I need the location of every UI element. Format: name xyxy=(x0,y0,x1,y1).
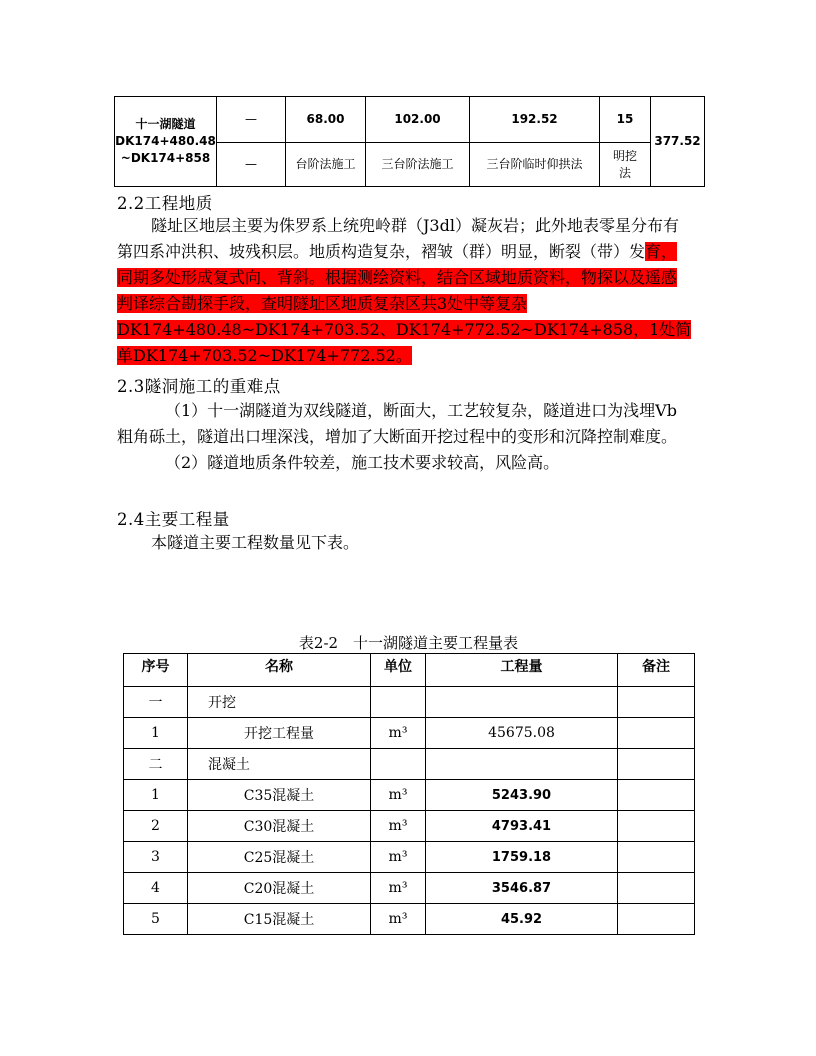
row-name: C15混凝土 xyxy=(188,904,371,935)
row-qty xyxy=(426,749,618,780)
row-note xyxy=(618,904,695,935)
cell: — xyxy=(217,97,286,143)
row-qty: 5243.90 xyxy=(426,780,618,811)
section-heading-2-4: 2.4主要工程量 xyxy=(117,510,230,529)
row-note xyxy=(618,842,695,873)
geology-paragraph xyxy=(117,213,692,369)
row-no: 3 xyxy=(124,842,188,873)
quantity-intro-text: 本隧道主要工程数量见下表。 xyxy=(151,533,360,552)
table-row xyxy=(124,842,695,873)
row-no: 2 xyxy=(124,811,188,842)
tunnel-summary-table xyxy=(114,96,705,187)
row-qty: 45.92 xyxy=(426,904,618,935)
row-no: 1 xyxy=(124,780,188,811)
row-note xyxy=(618,718,695,749)
geology-highlighted-text: 育，同期多处形成复式向、背斜。根据测绘资料，结合区域地质资料，物探以及遥感判译综合勘探手段，查明隧址区地质复杂区共3处中等复杂DK174+480.48~DK174+703.52、DK174+772.52~DK174+858，1处简单DK174+703.52~DK174+772.52。 xyxy=(117,242,692,365)
row-note xyxy=(618,749,695,780)
row-name: C25混凝土 xyxy=(188,842,371,873)
header-no: 序号 xyxy=(124,654,188,687)
row-name: C35混凝土 xyxy=(188,780,371,811)
cell: 台阶法施工 xyxy=(286,143,366,187)
header-note: 备注 xyxy=(618,654,695,687)
row-unit: m³ xyxy=(371,904,426,935)
row-unit xyxy=(371,687,426,718)
row-name: 混凝土 xyxy=(188,749,371,780)
row-unit xyxy=(371,749,426,780)
difficulty-paragraph xyxy=(117,398,692,476)
row-no: 一 xyxy=(124,687,188,718)
table-row xyxy=(124,749,695,780)
tunnel-name-cell: 十一湖隧道 DK174+480.48 ~DK174+858 xyxy=(115,97,217,187)
row-name: C20混凝土 xyxy=(188,873,371,904)
table-row xyxy=(124,873,695,904)
row-name: 开挖工程量 xyxy=(188,718,371,749)
header-name: 名称 xyxy=(188,654,371,687)
row-note xyxy=(618,780,695,811)
row-qty: 1759.18 xyxy=(426,842,618,873)
cell: 三台阶法施工 xyxy=(366,143,470,187)
row-qty: 4793.41 xyxy=(426,811,618,842)
table-row xyxy=(124,718,695,749)
row-unit: m³ xyxy=(371,842,426,873)
cell: 102.00 xyxy=(366,97,470,143)
cell: 192.52 xyxy=(470,97,600,143)
quantity-table xyxy=(123,653,695,935)
cell: 15 xyxy=(600,97,651,143)
row-unit: m³ xyxy=(371,718,426,749)
row-qty: 45675.08 xyxy=(426,718,618,749)
quantity-intro xyxy=(117,530,692,556)
header-qty: 工程量 xyxy=(426,654,618,687)
cell: 明挖法 xyxy=(600,143,651,187)
section-heading-2-2: 2.2工程地质 xyxy=(117,194,213,213)
table-row xyxy=(124,904,695,935)
cell: 68.00 xyxy=(286,97,366,143)
row-no: 二 xyxy=(124,749,188,780)
table-row xyxy=(124,780,695,811)
geology-text: 隧址区地层主要为侏罗系上统兜岭群（J3dl）凝灰岩；此外地表零星分布有第四系冲洪积、坡残积层。地质构造复杂，褶皱（群）明显，断裂（带）发 xyxy=(117,216,679,261)
row-no: 5 xyxy=(124,904,188,935)
row-note xyxy=(618,873,695,904)
row-unit: m³ xyxy=(371,811,426,842)
table-caption: 表2-2 十一湖隧道主要工程量表 xyxy=(298,634,519,652)
row-unit: m³ xyxy=(371,780,426,811)
difficulty-item-2: （2）隧道地质条件较差，施工技术要求较高，风险高。 xyxy=(165,453,560,472)
row-note xyxy=(618,687,695,718)
row-unit: m³ xyxy=(371,873,426,904)
row-no: 1 xyxy=(124,718,188,749)
header-unit: 单位 xyxy=(371,654,426,687)
total-cell: 377.52 xyxy=(651,97,705,187)
table-row xyxy=(124,811,695,842)
row-qty xyxy=(426,687,618,718)
cell: 三台阶临时仰拱法 xyxy=(470,143,600,187)
section-heading-2-3: 2.3隧洞施工的重难点 xyxy=(117,377,281,396)
row-qty: 3546.87 xyxy=(426,873,618,904)
cell: — xyxy=(217,143,286,187)
table-row xyxy=(124,687,695,718)
row-name: 开挖 xyxy=(188,687,371,718)
row-name: C30混凝土 xyxy=(188,811,371,842)
row-no: 4 xyxy=(124,873,188,904)
row-note xyxy=(618,811,695,842)
difficulty-item-1: （1）十一湖隧道为双线隧道，断面大，工艺较复杂，隧道进口为浅埋Ⅴb粗角砾土，隧道出口埋深浅，增加了大断面开挖过程中的变形和沉降控制难度。 xyxy=(117,401,678,446)
